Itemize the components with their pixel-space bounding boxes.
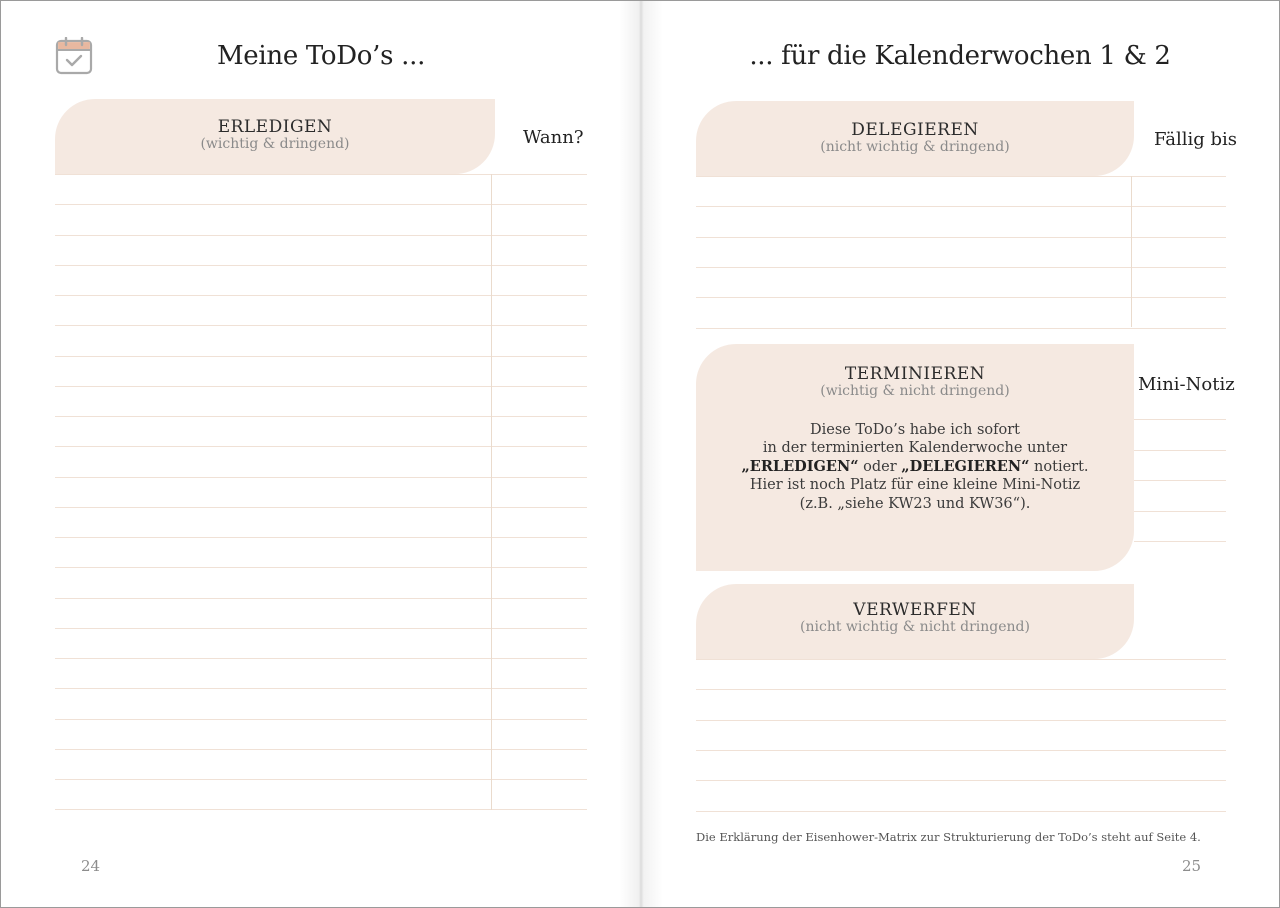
column-header-mini-notiz: Mini-Notiz (1138, 374, 1235, 395)
writing-line (696, 780, 1226, 781)
writing-line (696, 237, 1226, 238)
footnote: Die Erklärung der Eisenhower-Matrix zur Strukturierung der ToDo’s steht auf Seite 4. (696, 830, 1201, 844)
explanation-line: in der terminierten Kalenderwoche unter (762, 440, 1068, 457)
section-header-delegieren (696, 101, 1134, 176)
writing-line (55, 658, 587, 659)
right-page (641, 1, 1279, 907)
explanation-line: Diese ToDo’s habe ich sofort (810, 422, 1020, 438)
section-subtitle: (wichtig & dringend) (200, 136, 350, 152)
writing-line (1134, 419, 1226, 420)
explanation-line: Hier ist noch Platz für eine kleine Mini-Notiz (749, 477, 1081, 494)
explanation-line: (z.B. „siehe KW23 und KW36“). (799, 495, 1031, 512)
section-subtitle: (wichtig & nicht dringend) (820, 383, 1010, 399)
writing-line (1134, 511, 1226, 512)
writing-line (55, 809, 587, 810)
writing-line (696, 297, 1226, 298)
writing-line (1134, 480, 1226, 481)
writing-line (55, 688, 587, 689)
section-header-terminieren (696, 344, 1134, 571)
writing-line (55, 598, 587, 599)
emphasis-delegieren: „DELEGIEREN“ (901, 457, 1030, 475)
writing-line (55, 779, 587, 780)
writing-line (55, 477, 587, 478)
writing-line (696, 328, 1226, 329)
writing-line (1134, 541, 1226, 542)
writing-line (55, 204, 587, 205)
section-subtitle: (nicht wichtig & nicht dringend) (800, 619, 1030, 635)
section-title: DELEGIEREN (851, 120, 979, 140)
writing-line (55, 265, 587, 266)
column-header-faellig-bis: Fällig bis (1154, 129, 1238, 150)
writing-line (55, 749, 587, 750)
section-title: ERLEDIGEN (217, 117, 333, 137)
explanation-text: oder (858, 458, 902, 475)
writing-line (55, 719, 587, 720)
column-divider (1131, 176, 1132, 327)
explanation-line (696, 458, 1134, 476)
writing-line (696, 267, 1226, 268)
left-page (1, 1, 641, 907)
writing-line (55, 567, 587, 568)
section-title: TERMINIEREN (844, 364, 986, 384)
writing-line (696, 206, 1226, 207)
writing-line (55, 325, 587, 326)
writing-line (696, 659, 1226, 660)
column-header-wann: Wann? (523, 127, 584, 148)
section-title: VERWERFEN (853, 600, 977, 620)
writing-line (55, 507, 587, 508)
writing-line (55, 537, 587, 538)
page-number: 24 (81, 857, 101, 875)
writing-line (55, 235, 587, 236)
writing-line (55, 174, 587, 175)
writing-line (55, 446, 587, 447)
writing-line (696, 176, 1226, 177)
writing-line (696, 720, 1226, 721)
column-divider (491, 174, 492, 810)
writing-line (696, 750, 1226, 751)
page-number: 25 (1182, 857, 1202, 875)
page-title: ... für die Kalenderwochen 1 & 2 (749, 41, 1171, 71)
writing-line (55, 628, 587, 629)
writing-line (55, 356, 587, 357)
page-title: Meine ToDo’s ... (216, 41, 426, 71)
writing-line (55, 416, 587, 417)
writing-line (696, 811, 1226, 812)
section-header-verwerfen (696, 584, 1134, 659)
writing-line (55, 386, 587, 387)
explanation-text: notiert. (1029, 458, 1089, 475)
section-header-erledigen (55, 99, 495, 174)
writing-line (55, 295, 587, 296)
writing-line (696, 689, 1226, 690)
terminieren-explanation (696, 421, 1134, 513)
page-gutter (619, 1, 663, 907)
emphasis-erledigen: „ERLEDIGEN“ (741, 457, 859, 475)
writing-line (1134, 450, 1226, 451)
section-subtitle: (nicht wichtig & dringend) (820, 139, 1010, 155)
